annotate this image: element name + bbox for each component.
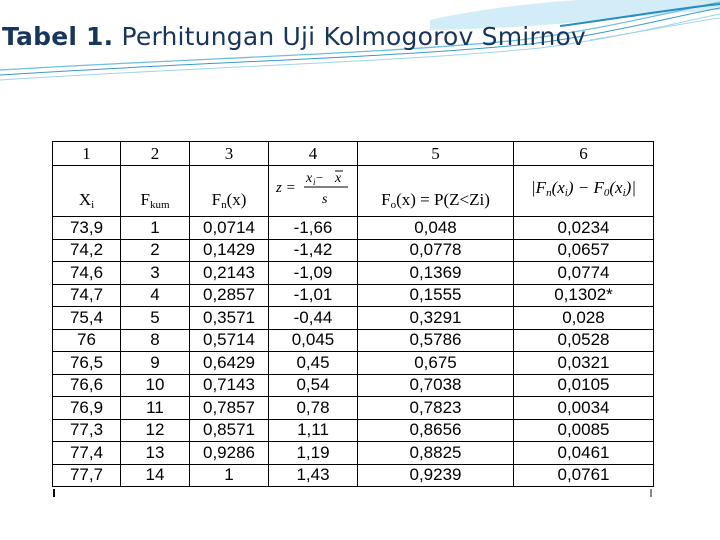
cell-xi: 77,7 <box>53 464 121 487</box>
header-xi-sub: i <box>91 199 95 211</box>
cell-fn: 0,6429 <box>190 352 269 375</box>
cell-fkum: 11 <box>121 397 190 420</box>
header-fn-main: F <box>211 190 222 209</box>
header-fn-sub: n <box>221 199 227 211</box>
slide-title-label: Tabel 1. <box>2 22 114 51</box>
diff-sub: i <box>564 186 568 199</box>
cell-fkum: 2 <box>121 239 190 262</box>
cell-abs-diff: 0,0085 <box>514 419 654 442</box>
cell-abs-diff: 0,0774 <box>514 262 654 285</box>
cell-abs-diff: 0,0034 <box>514 397 654 420</box>
header-row <box>53 166 654 217</box>
diff-sub: n <box>546 186 552 199</box>
cell-fn: 0,0714 <box>190 217 269 240</box>
cell-fkum: 10 <box>121 374 190 397</box>
diff-part: |F <box>531 177 547 197</box>
cell-z: 1,11 <box>269 419 358 442</box>
cell-fn: 0,5714 <box>190 329 269 352</box>
column-number: 1 <box>53 142 121 166</box>
z-formula-denom: s <box>322 192 328 207</box>
cell-xi: 77,3 <box>53 419 121 442</box>
z-formula-graphic <box>270 166 356 210</box>
table-row <box>53 307 654 330</box>
cell-xi: 75,4 <box>53 307 121 330</box>
cell-fkum: 3 <box>121 262 190 285</box>
cell-fkum: 9 <box>121 352 190 375</box>
cell-fn: 1 <box>190 464 269 487</box>
z-formula-minus: − <box>316 170 324 185</box>
cell-abs-diff: 0,028 <box>514 307 654 330</box>
cell-z: -1,09 <box>269 262 358 285</box>
cell-z: 1,43 <box>269 464 358 487</box>
cell-xi: 74,2 <box>53 239 121 262</box>
header-fkum <box>121 166 190 217</box>
diff-sub: i <box>622 186 626 199</box>
cell-fkum: 8 <box>121 329 190 352</box>
diff-part: )| <box>625 177 636 197</box>
cell-fkum: 14 <box>121 464 190 487</box>
cell-fn: 0,1429 <box>190 239 269 262</box>
cell-fo: 0,7038 <box>358 374 514 397</box>
cell-z: -1,66 <box>269 217 358 240</box>
cell-abs-diff: 0,0461 <box>514 442 654 465</box>
cell-fo: 0,5786 <box>358 329 514 352</box>
ks-table-container <box>52 141 653 494</box>
z-formula-numer-sub: i <box>313 177 316 187</box>
cell-abs-diff: 0,0321 <box>514 352 654 375</box>
diff-part: (x <box>609 177 623 197</box>
header-fn <box>190 166 269 217</box>
header-fo-suffix: (x) = P(Z<Zi) <box>396 190 490 209</box>
cell-fn: 0,7143 <box>190 374 269 397</box>
cell-abs-diff: 0,0105 <box>514 374 654 397</box>
slide-title-text: Perhitungan Uji Kolmogorov Smirnov <box>113 22 586 51</box>
header-abs-diff <box>514 166 654 217</box>
diff-part: (x <box>551 177 565 197</box>
cell-fkum: 4 <box>121 284 190 307</box>
cell-fkum: 13 <box>121 442 190 465</box>
cell-fo: 0,675 <box>358 352 514 375</box>
cell-xi: 76,6 <box>53 374 121 397</box>
cell-fo: 0,8656 <box>358 419 514 442</box>
cell-z: 0,54 <box>269 374 358 397</box>
cell-fn: 0,2143 <box>190 262 269 285</box>
header-xi <box>53 166 121 217</box>
cell-xi: 76,5 <box>53 352 121 375</box>
cell-abs-diff: 0,1302* <box>514 284 654 307</box>
cell-z: 0,78 <box>269 397 358 420</box>
header-fn-suffix: (x) <box>226 190 247 209</box>
cell-z: 0,45 <box>269 352 358 375</box>
cell-xi: 76 <box>53 329 121 352</box>
table-row <box>53 262 654 285</box>
cell-fn: 0,7857 <box>190 397 269 420</box>
header-xi-main: X <box>78 190 92 209</box>
cell-z: 0,045 <box>269 329 358 352</box>
table-row <box>53 284 654 307</box>
cell-z: -0,44 <box>269 307 358 330</box>
cell-fo: 0,3291 <box>358 307 514 330</box>
cell-z: -1,01 <box>269 284 358 307</box>
cell-abs-diff: 0,0528 <box>514 329 654 352</box>
ks-table <box>52 141 654 487</box>
cell-abs-diff: 0,0657 <box>514 239 654 262</box>
cell-fo: 0,8825 <box>358 442 514 465</box>
header-fkum-main: F <box>140 190 150 209</box>
cell-xi: 77,4 <box>53 442 121 465</box>
cell-fo: 0,9239 <box>358 464 514 487</box>
column-number: 4 <box>269 142 358 166</box>
cell-fo: 0,0778 <box>358 239 514 262</box>
table-row <box>53 217 654 240</box>
header-fo <box>358 166 514 217</box>
cell-fkum: 12 <box>121 419 190 442</box>
header-z-formula <box>269 166 358 217</box>
z-formula-lhs: z = <box>276 180 296 196</box>
cell-fo: 0,1369 <box>358 262 514 285</box>
table-row <box>53 329 654 352</box>
table-row <box>53 442 654 465</box>
slide-title <box>2 22 586 51</box>
diff-part: ) − F <box>567 177 604 197</box>
cell-fkum: 1 <box>121 217 190 240</box>
header-fkum-sub: kum <box>149 199 170 211</box>
z-formula-xbar: x <box>335 171 342 186</box>
z-formula-numer: x <box>306 171 313 186</box>
table-edge-mark <box>53 489 55 497</box>
header-fo-main: F <box>381 190 391 209</box>
cell-fn: 0,9286 <box>190 442 269 465</box>
cell-fo: 0,1555 <box>358 284 514 307</box>
column-number: 2 <box>121 142 190 166</box>
column-number: 3 <box>190 142 269 166</box>
cell-abs-diff: 0,0761 <box>514 464 654 487</box>
table-row <box>53 397 654 420</box>
column-number: 6 <box>514 142 654 166</box>
cell-z: 1,19 <box>269 442 358 465</box>
column-number: 5 <box>358 142 514 166</box>
column-number-row <box>53 142 654 166</box>
cell-fo: 0,048 <box>358 217 514 240</box>
cell-fn: 0,8571 <box>190 419 269 442</box>
cell-xi: 74,7 <box>53 284 121 307</box>
table-row <box>53 419 654 442</box>
diff-sub: 0 <box>603 186 610 199</box>
cell-fn: 0,3571 <box>190 307 269 330</box>
table-row <box>53 352 654 375</box>
cell-xi: 73,9 <box>53 217 121 240</box>
header-fo-sub: o <box>390 199 397 211</box>
table-row <box>53 239 654 262</box>
cell-abs-diff: 0,0234 <box>514 217 654 240</box>
cell-xi: 74,6 <box>53 262 121 285</box>
cell-fo: 0,7823 <box>358 397 514 420</box>
cell-fn: 0,2857 <box>190 284 269 307</box>
cell-fkum: 5 <box>121 307 190 330</box>
cell-z: -1,42 <box>269 239 358 262</box>
table-edge-mark <box>650 489 652 497</box>
cell-xi: 76,9 <box>53 397 121 420</box>
table-row <box>53 374 654 397</box>
table-row <box>53 464 654 487</box>
